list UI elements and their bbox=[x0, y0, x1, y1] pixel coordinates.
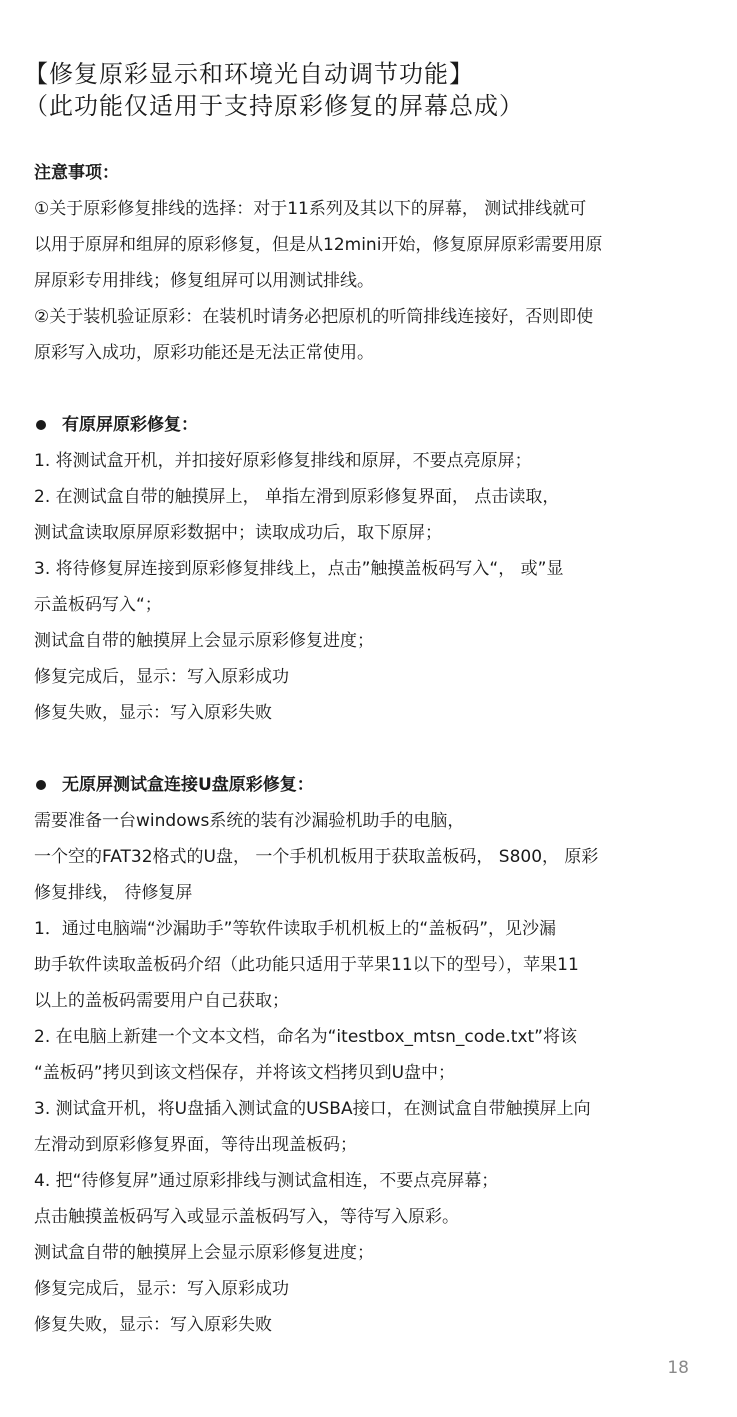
bullet-icon bbox=[36, 780, 46, 790]
section2-line: 4. 把“待修复屏”通过原彩排线与测试盒相连，不要点亮屏幕； bbox=[34, 1171, 499, 1191]
section2-line: 2. 在电脑上新建一个文本文档，命名为“itestbox_mtsn_code.txt”将该 bbox=[34, 1027, 577, 1047]
section2-line: 一个空的FAT32格式的U盘， 一个手机机板用于获取盖板码， S800， 原彩 bbox=[34, 847, 599, 867]
notes-heading: 注意事项： bbox=[34, 163, 119, 183]
document-title bbox=[24, 58, 714, 122]
section1-line: 测试盒自带的触摸屏上会显示原彩修复进度； bbox=[34, 631, 374, 651]
section-spacer bbox=[34, 731, 706, 767]
section2-line: 3. 测试盒开机，将U盘插入测试盒的USBA接口，在测试盒自带触摸屏上向 bbox=[34, 1099, 591, 1119]
section1-line: 示盖板码写入“； bbox=[34, 595, 162, 615]
section2-line: 修复完成后，显示：写入原彩成功 bbox=[34, 1279, 289, 1299]
notes-line: 以用于原屏和组屏的原彩修复，但是从12mini开始，修复原屏原彩需要用原 bbox=[34, 235, 603, 255]
page-number: 18 bbox=[667, 1358, 689, 1378]
notes-line: ①关于原彩修复排线的选择：对于11系列及其以下的屏幕， 测试排线就可 bbox=[34, 199, 587, 219]
section1-line: 修复完成后，显示：写入原彩成功 bbox=[34, 667, 289, 687]
section2-line: 修复排线， 待修复屏 bbox=[34, 883, 193, 903]
section2-line: 以上的盖板码需要用户自己获取； bbox=[34, 991, 289, 1011]
section1-heading-text: 有原屏原彩修复： bbox=[62, 415, 198, 435]
section2-line: 1．通过电脑端“沙漏助手”等软件读取手机机板上的“盖板码”，见沙漏 bbox=[34, 919, 557, 939]
document-body bbox=[34, 155, 706, 1343]
section2-heading bbox=[34, 767, 706, 803]
section2-line: 需要准备一台windows系统的装有沙漏验机助手的电脑， bbox=[34, 811, 465, 831]
section-spacer bbox=[34, 371, 706, 407]
section2-line: 助手软件读取盖板码介绍（此功能只适用于苹果11以下的型号），苹果11 bbox=[34, 955, 579, 975]
section2-line: “盖板码”拷贝到该文档保存，并将该文档拷贝到U盘中； bbox=[34, 1063, 456, 1083]
section1-line: 1. 将测试盒开机，并扣接好原彩修复排线和原屏，不要点亮原屏； bbox=[34, 451, 532, 471]
section2-heading-text: 无原屏测试盒连接U盘原彩修复： bbox=[62, 775, 314, 795]
notes-line: 屏原彩专用排线；修复组屏可以用测试排线。 bbox=[34, 271, 374, 291]
notes-line: ②关于装机验证原彩：在装机时请务必把原机的听筒排线连接好，否则即使 bbox=[34, 307, 594, 327]
section1-heading bbox=[34, 407, 706, 443]
section2-line: 点击触摸盖板码写入或显示盖板码写入，等待写入原彩。 bbox=[34, 1207, 459, 1227]
section2-line: 修复失败，显示：写入原彩失败 bbox=[34, 1315, 272, 1335]
notes-line: 原彩写入成功，原彩功能还是无法正常使用。 bbox=[34, 343, 374, 363]
section1-line: 修复失败，显示：写入原彩失败 bbox=[34, 703, 272, 723]
section1-line: 3. 将待修复屏连接到原彩修复排线上，点击”触摸盖板码写入“， 或”显 bbox=[34, 559, 564, 579]
section1-line: 2. 在测试盒自带的触摸屏上， 单指左滑到原彩修复界面， 点击读取， bbox=[34, 487, 560, 507]
title-line-1: 【修复原彩显示和环境光自动调节功能】 bbox=[24, 60, 474, 88]
section2-line: 左滑动到原彩修复界面，等待出现盖板码； bbox=[34, 1135, 357, 1155]
section1-line: 测试盒读取原屏原彩数据中；读取成功后，取下原屏； bbox=[34, 523, 442, 543]
section2-line: 测试盒自带的触摸屏上会显示原彩修复进度； bbox=[34, 1243, 374, 1263]
title-line-2: （此功能仅适用于支持原彩修复的屏幕总成） bbox=[24, 92, 524, 120]
bullet-icon bbox=[36, 420, 46, 430]
